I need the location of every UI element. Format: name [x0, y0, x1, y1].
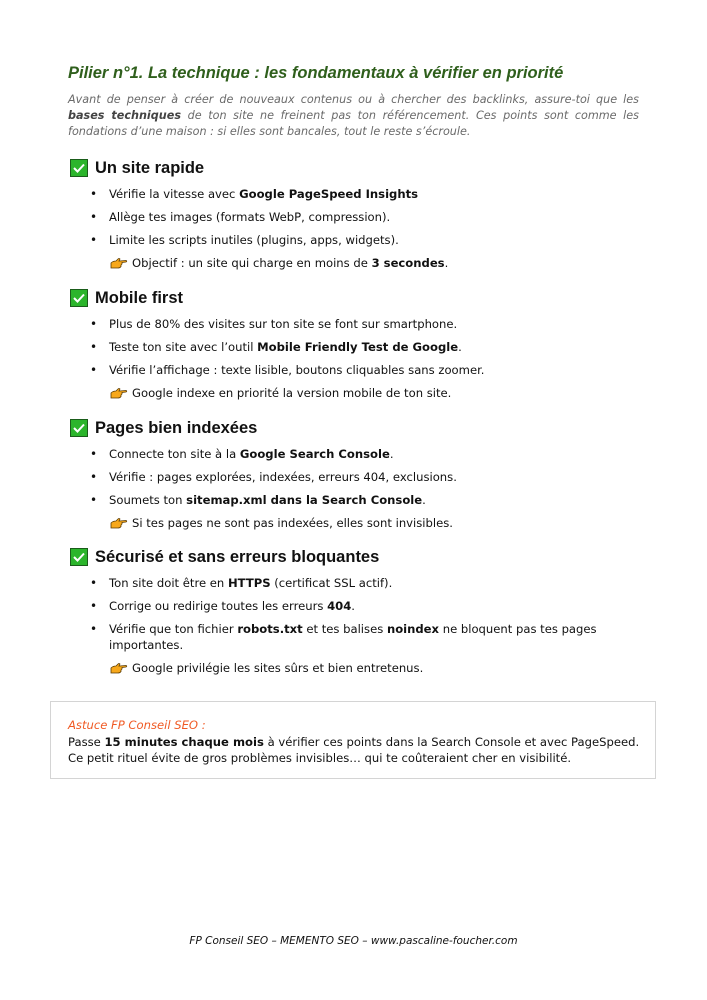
- page-footer: FP Conseil SEO – MEMENTO SEO – www.pascaline-foucher.com: [189, 935, 518, 947]
- item-text: Vérifie l’affichage : texte lisible, boutons cliquables sans zoomer.: [109, 363, 485, 377]
- list-item: [70, 209, 650, 225]
- tip-text-start: Passe: [68, 735, 105, 749]
- item-text-end: ne bloquent pas tes pages importantes.: [109, 622, 597, 652]
- item-text: Limite les scripts inutiles (plugins, apps, widgets).: [109, 233, 399, 247]
- item-text: Allège tes images (formats WebP, compression).: [109, 210, 391, 224]
- section-2: [70, 287, 650, 401]
- item-text: Connecte ton site à la: [109, 447, 240, 461]
- bullet-icon: •: [90, 470, 98, 484]
- section-title: Sécurisé et sans erreurs bloquantes: [95, 547, 380, 566]
- item-bold: sitemap.xml dans la Search Console: [186, 493, 423, 507]
- check-box-icon: [70, 419, 88, 437]
- note-text: Google privilégie les sites sûrs et bien entretenus.: [132, 661, 424, 675]
- item-text: Vérifie que ton fichier: [109, 622, 238, 636]
- intro-text: Avant de penser à créer de nouveaux contenus ou à chercher des backlinks, assure-toi que les: [68, 93, 639, 106]
- intro-text-end: de ton site ne freinent pas ton référencement. Ces points sont comme les fondations d’une maison : si elles sont bancales, tout le reste s’écroule.: [68, 109, 639, 138]
- item-bold: Google PageSpeed Insights: [239, 187, 419, 201]
- item-text-end: (certificat SSL actif).: [270, 576, 393, 590]
- pointing-hand-icon: [110, 517, 128, 529]
- item-text-end: .: [389, 447, 394, 461]
- section-heading: [70, 417, 650, 439]
- section-note: [70, 515, 650, 531]
- note-text: Google indexe en priorité la version mobile de ton site.: [132, 386, 452, 400]
- list-item: [70, 575, 650, 591]
- item-text: Teste ton site avec l’outil: [109, 340, 258, 354]
- item-text: Plus de 80% des visites sur ton site se font sur smartphone.: [109, 317, 458, 331]
- page-title: Pilier n°1. La technique : les fondamentaux à vérifier en priorité: [68, 64, 564, 82]
- list-item: [70, 598, 650, 614]
- section-title: Mobile first: [95, 288, 184, 307]
- intro-paragraph: [68, 92, 639, 140]
- section-4: [70, 546, 650, 676]
- list-item: [70, 469, 650, 485]
- bullet-list: [70, 316, 650, 378]
- section-note: [70, 385, 650, 401]
- list-item: [70, 232, 650, 248]
- bullet-list: [70, 446, 650, 508]
- bullet-icon: •: [90, 363, 98, 377]
- section-3: [70, 417, 650, 531]
- bullet-icon: •: [90, 210, 98, 224]
- bullet-icon: •: [90, 447, 98, 461]
- note-text: Objectif : un site qui charge en moins de: [132, 256, 372, 270]
- list-item: [70, 446, 650, 462]
- list-item: [70, 316, 650, 332]
- item-bold: Google Search Console: [239, 447, 390, 461]
- item-text: Corrige ou redirige toutes les erreurs: [109, 599, 328, 613]
- note-bold: 3 secondes: [371, 256, 445, 270]
- list-item: [70, 339, 650, 355]
- section-1: [70, 157, 650, 271]
- tip-box: [50, 701, 656, 779]
- item-bold: HTTPS: [227, 576, 271, 590]
- item-text: Soumets ton: [109, 493, 187, 507]
- check-box-icon: [70, 289, 88, 307]
- bullet-icon: •: [90, 187, 98, 201]
- pointing-hand-icon: [110, 387, 128, 399]
- bullet-icon: •: [90, 233, 98, 247]
- item-text-end: .: [422, 493, 426, 507]
- item-text: Vérifie : pages explorées, indexées, erreurs 404, exclusions.: [109, 470, 457, 484]
- tip-text-bold: 15 minutes chaque mois: [104, 735, 264, 749]
- section-heading: [70, 157, 650, 179]
- bullet-list: [70, 186, 650, 248]
- note-text-end: .: [444, 256, 449, 270]
- list-item: [70, 362, 650, 378]
- bullet-icon: •: [90, 340, 98, 354]
- section-heading: [70, 287, 650, 309]
- tip-text-end: à vérifier ces points dans la Search Console et avec PageSpeed. Ce petit rituel évite de gros problèmes invisibles… qui te coûteraient cher en visibilité.: [68, 735, 640, 765]
- item-bold: Mobile Friendly Test de Google: [257, 340, 459, 354]
- list-item: [70, 186, 650, 202]
- item-bold-2: noindex: [386, 622, 440, 636]
- check-box-icon: [70, 548, 88, 566]
- pointing-hand-icon: [110, 662, 128, 674]
- bullet-icon: •: [90, 493, 98, 507]
- section-title: Pages bien indexées: [95, 418, 258, 437]
- section-title: Un site rapide: [95, 158, 205, 177]
- intro-bold: bases techniques: [68, 109, 181, 122]
- item-text-mid: et tes balises: [302, 622, 387, 636]
- tip-label: Astuce FP Conseil SEO :: [68, 718, 206, 732]
- list-item: [70, 492, 650, 508]
- bullet-icon: •: [90, 599, 98, 613]
- item-bold: 404: [327, 599, 352, 613]
- item-text: Ton site doit être en: [109, 576, 228, 590]
- item-text: Vérifie la vitesse avec: [109, 187, 240, 201]
- bullet-icon: •: [90, 576, 98, 590]
- bullet-icon: •: [90, 317, 98, 331]
- pointing-hand-icon: [110, 257, 128, 269]
- item-text-end: .: [351, 599, 355, 613]
- bullet-icon: •: [90, 622, 98, 636]
- note-text: Si tes pages ne sont pas indexées, elles sont invisibles.: [132, 516, 453, 530]
- section-heading: [70, 546, 650, 568]
- bullet-list: [70, 575, 650, 653]
- item-bold: robots.txt: [237, 622, 303, 636]
- section-note: [70, 660, 650, 676]
- list-item: [70, 621, 650, 653]
- item-text-end: .: [458, 340, 462, 354]
- check-box-icon: [70, 159, 88, 177]
- tip-text: [68, 734, 648, 766]
- section-note: [70, 255, 650, 271]
